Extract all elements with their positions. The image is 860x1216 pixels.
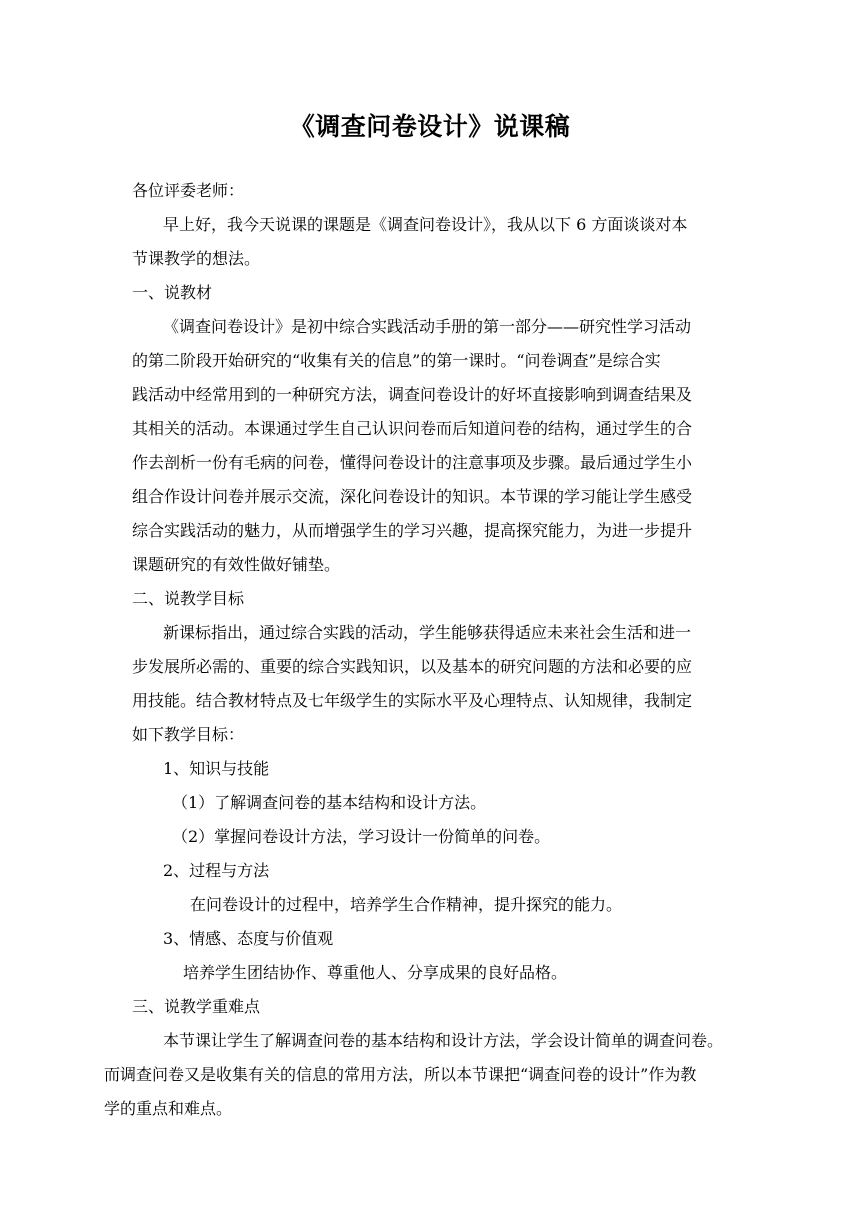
paragraph-line: 在问卷设计的过程中，培养学生合作精神，提升探究的能力。: [190, 895, 623, 914]
paragraph-line: 课题研究的有效性做好铺垫。: [132, 555, 341, 574]
paragraph-line: 节课教学的想法。: [132, 249, 261, 268]
paragraph-line: 组合作设计问卷并展示交流，深化问卷设计的知识。本节课的学习能让学生感受: [132, 487, 693, 506]
section-heading: 二、说教学目标: [132, 589, 245, 608]
paragraph-line: 早上好，我今天说课的课题是《调查问卷设计》，我从以下 6 方面谈谈对本: [163, 215, 688, 234]
paragraph-line: 学的重点和难点。: [104, 1099, 233, 1118]
paragraph-line: 《调查问卷设计》是初中综合实践活动手册的第一部分——研究性学习活动: [163, 317, 692, 336]
paragraph-line: 作去剖析一份有毛病的问卷，懂得问卷设计的注意事项及步骤。最后通过学生小: [132, 453, 693, 472]
paragraph-line: 其相关的活动。本课通过学生自己认识问卷而后知道问卷的结构，通过学生的合: [132, 419, 693, 438]
paragraph-line: 本节课让学生了解调查问卷的基本结构和设计方法，学会设计简单的调查问卷。: [163, 1031, 724, 1050]
document-title: 《调查问卷设计》说课稿: [289, 112, 571, 141]
paragraph-line: 的第二阶段开始研究的“收集有关的信息”的第一课时。“问卷调查”是综合实: [132, 351, 661, 370]
paragraph-line: 培养学生团结协作、尊重他人、分享成果的良好品格。: [183, 963, 568, 982]
section-heading: 三、说教学重难点: [132, 997, 261, 1016]
section-heading: 一、说教材: [132, 283, 213, 302]
subsection-heading: 3、情感、态度与价值观: [163, 929, 334, 948]
list-item: （1）了解调查问卷的基本结构和设计方法。: [172, 793, 487, 812]
paragraph-line: 新课标指出，通过综合实践的活动，学生能够获得适应未来社会生活和进一: [163, 623, 692, 642]
subsection-heading: 1、知识与技能: [163, 759, 270, 778]
paragraph-line: 综合实践活动的魅力，从而增强学生的学习兴趣，提高探究能力，为进一步提升: [132, 521, 693, 540]
paragraph-line: 步发展所必需的、重要的综合实践知识，以及基本的研究问题的方法和必要的应: [132, 657, 693, 676]
salutation: 各位评委老师：: [132, 181, 245, 200]
list-item: （2）掌握问卷设计方法，学习设计一份简单的问卷。: [172, 827, 551, 846]
subsection-heading: 2、过程与方法: [163, 861, 270, 880]
paragraph-line: 如下教学目标：: [132, 725, 245, 744]
paragraph-line: 践活动中经常用到的一种研究方法，调查问卷设计的好坏直接影响到调查结果及: [132, 385, 693, 404]
paragraph-line: 而调查问卷又是收集有关的信息的常用方法，所以本节课把“调查问卷的设计”作为教: [104, 1065, 697, 1084]
paragraph-line: 用技能。结合教材特点及七年级学生的实际水平及心理特点、认知规律，我制定: [132, 691, 693, 710]
